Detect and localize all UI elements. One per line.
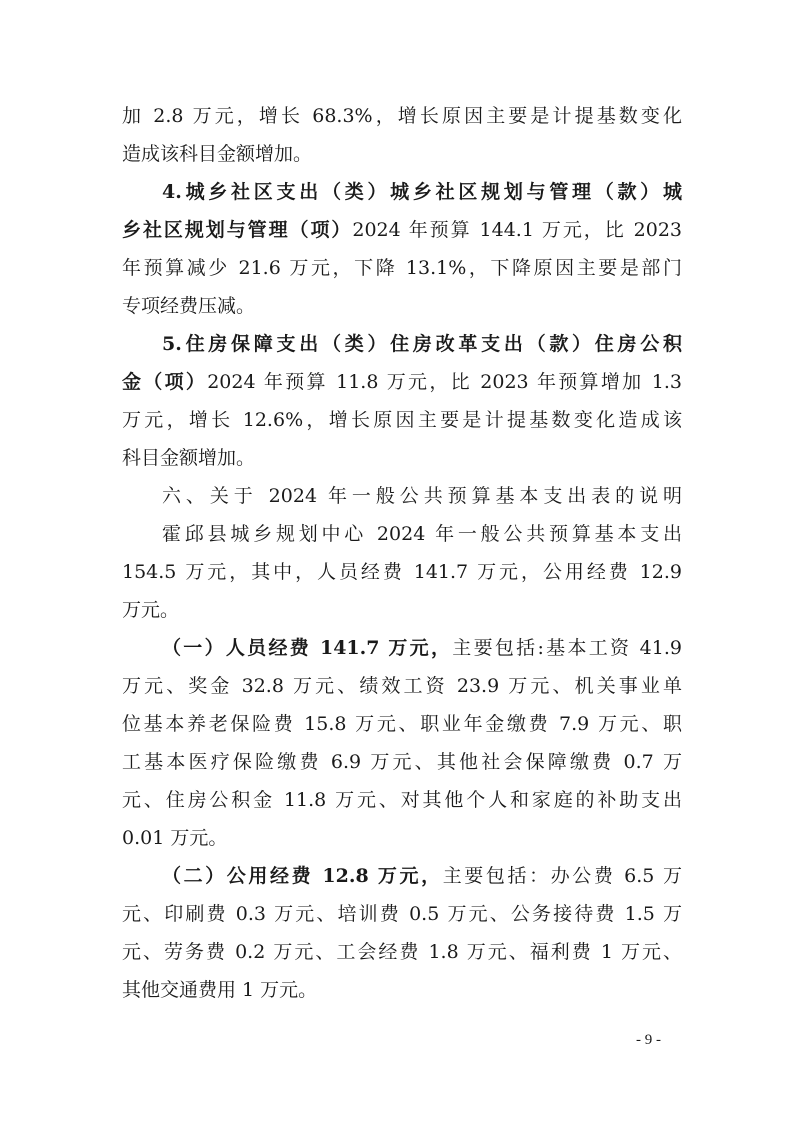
item-text: 2024 年预算 144.1 万元，比 2023 (352, 219, 682, 241)
paragraph-heading-line: 4.城乡社区支出（类）城乡社区规划与管理（款）城 (162, 181, 682, 203)
paragraph-line (162, 861, 682, 891)
item-heading: 乡社区规划与管理（项） (122, 219, 353, 241)
paragraph-line (162, 633, 682, 663)
paragraph-heading-line: 5.住房保障支出（类）住房改革支出（款）住房公积 (162, 333, 682, 355)
paragraph-line: 万元，增长 12.6%，增长原因主要是计提基数变化造成该 (122, 409, 682, 431)
item-heading: （二）公用经费 12.8 万元， (162, 865, 443, 887)
page-number: - 9 - (636, 1032, 661, 1048)
paragraph-line: 万元、奖金 32.8 万元、绩效工资 23.9 万元、机关事业单 (122, 675, 682, 697)
paragraph-line: 154.5 万元，其中，人员经费 141.7 万元，公用经费 12.9 (122, 561, 682, 583)
item-text: 2024 年预算 11.8 万元，比 2023 年预算增加 1.3 (207, 371, 682, 393)
paragraph-line: 霍邱县城乡规划中心 2024 年一般公共预算基本支出 (162, 523, 682, 545)
paragraph-line: 造成该科目金额增加。 (122, 143, 313, 165)
paragraph-line: 专项经费压减。 (122, 295, 256, 317)
item-heading: （一）人员经费 141.7 万元， (162, 637, 453, 659)
item-text: 主要包括:基本工资 41.9 (452, 637, 682, 659)
item-text: 主要包括：办公费 6.5 万 (442, 865, 682, 887)
paragraph-line: 科目金额增加。 (122, 447, 256, 469)
paragraph-line: 元、住房公积金 11.8 万元、对其他个人和家庭的补助支出 (122, 789, 682, 811)
paragraph-line (122, 367, 682, 397)
paragraph-line: 位基本养老保险费 15.8 万元、职业年金缴费 7.9 万元、职 (122, 713, 682, 735)
paragraph-line: 年预算减少 21.6 万元，下降 13.1%，下降原因主要是部门 (122, 257, 682, 279)
paragraph-line: 0.01 万元。 (122, 827, 228, 849)
item-heading: 金（项） (122, 371, 208, 393)
paragraph-line: 加 2.8 万元，增长 68.3%，增长原因主要是计提基数变化 (122, 105, 682, 127)
paragraph-line: 其他交通费用 1 万元。 (122, 979, 318, 1001)
paragraph-line: 工基本医疗保险缴费 6.9 万元、其他社会保障缴费 0.7 万 (122, 751, 682, 773)
section-heading: 六、关于 2024 年一般公共预算基本支出表的说明 (162, 485, 682, 507)
paragraph-line: 元、劳务费 0.2 万元、工会经费 1.8 万元、福利费 1 万元、 (122, 941, 682, 963)
paragraph-line: 元、印刷费 0.3 万元、培训费 0.5 万元、公务接待费 1.5 万 (122, 903, 682, 925)
paragraph-line: 万元。 (122, 599, 180, 621)
paragraph-line (122, 215, 682, 245)
